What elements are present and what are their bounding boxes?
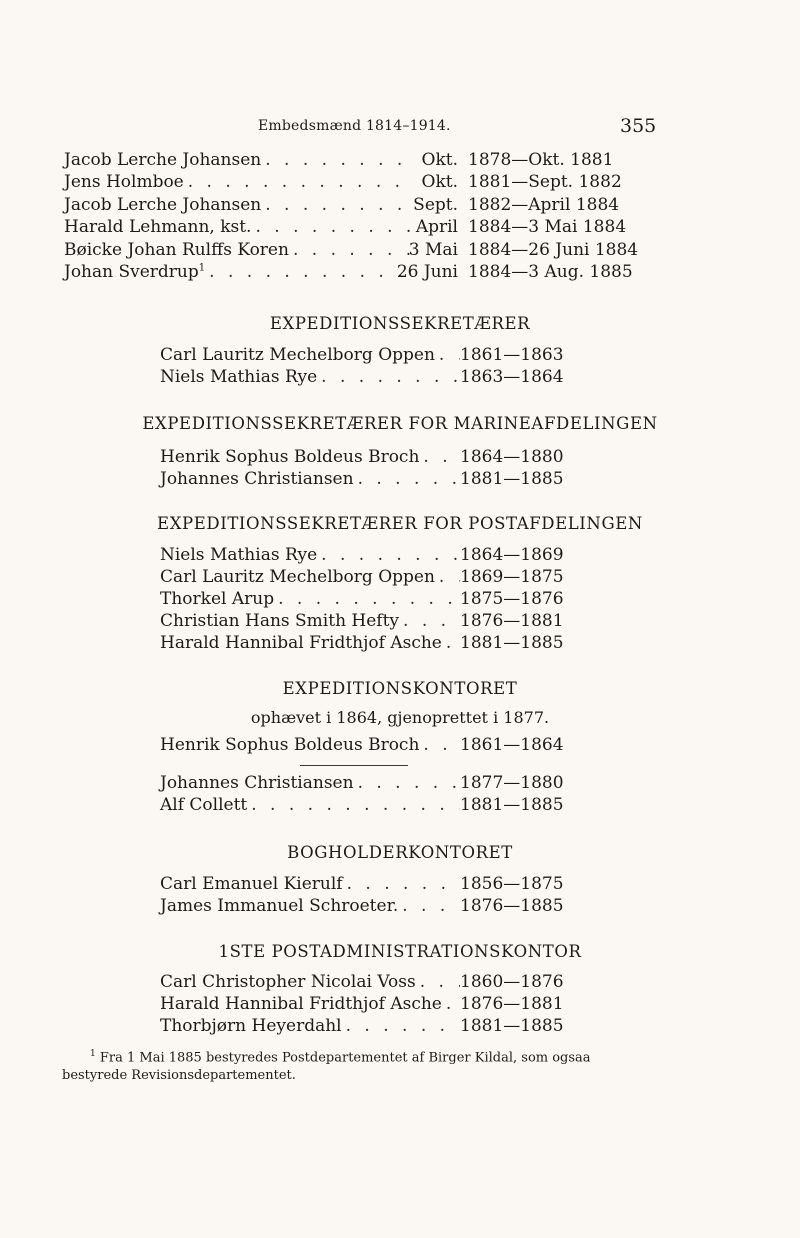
entry-start: April [415,217,458,237]
list-item [160,972,564,992]
entry-name: Christian Hans Smith Hefty [160,611,400,631]
list-item [64,172,410,192]
entry-name: Niels Mathias Rye [160,367,318,387]
entry-name: Bøicke Johan Rulffs Koren [64,240,289,260]
footnote-marker: 1 [198,262,206,274]
footnote-line-2: bestyrede Revisionsdepartementet. [62,1068,296,1084]
entry-name: Johannes Christiansen [160,469,354,489]
entry-name: Thorkel Arup [160,589,275,609]
entry-years: 1881—1885 [460,633,564,653]
entry-name: Harald Hannibal Fridthjof Asche [160,994,442,1014]
entry-dates [388,217,627,237]
entry-name: Niels Mathias Rye [160,545,318,565]
entry-range: 1884—3 Aug. 1885 [468,262,633,282]
entry-dates [388,240,639,260]
entry-dates [388,262,633,282]
entry-years: 1856—1875 [460,874,564,894]
list-item [160,447,564,467]
entry-range: 1881—Sept. 1882 [468,172,622,192]
footnote-line-1: $^1$ Fra 1 Mai 1885 bestyredes Postdepartementet af Birger Kildal, som ogsaa [90,1049,591,1066]
page-number: 355 [620,115,657,137]
entry-years: 1877—1880 [460,773,564,793]
list-item [64,150,410,170]
entry-years: 1861—1863 [460,345,564,365]
entry-name: James Immanuel Schroeter. [160,896,399,916]
entry-years: 1875—1876 [460,589,564,609]
entry-range: 1884—26 Juni 1884 [468,240,639,260]
entry-name: Jens Holmboe [64,172,184,192]
entry-name: Johan Sverdrup$^1$ [64,262,206,282]
entry-name: Alf Collett [160,795,248,815]
entry-start: 26 Juni [396,262,458,282]
entry-range: 1878—Okt. 1881 [468,150,614,170]
running-title: Embedsmænd 1814–1914. [258,118,451,134]
list-item [64,240,410,260]
section-heading: 1STE POSTADMINISTRATIONSKONTOR [218,942,582,961]
entry-name: Harald Hannibal Fridthjof Asche [160,633,442,653]
list-item [160,633,564,653]
entry-years: 1863—1864 [460,367,564,387]
entry-years: 1861—1864 [460,735,564,755]
list-item [160,994,564,1014]
section-heading: EXPEDITIONSSEKRETÆRER FOR MARINEAFDELINGEN [142,414,658,433]
entry-start: Okt. [421,172,458,192]
entry-years: 1881—1885 [460,1016,564,1036]
list-item [160,345,564,365]
entry-years: 1869—1875 [460,567,564,587]
list-item [160,735,564,755]
section-heading: EXPEDITIONSSEKRETÆRER [269,314,531,333]
entry-start: 3 Mai [408,240,458,260]
entry-dates [388,195,620,215]
list-item [160,1016,564,1036]
list-item [160,567,564,587]
entry-name: Carl Lauritz Mechelborg Oppen [160,345,435,365]
entry-years: 1864—1869 [460,545,564,565]
entry-years: 1860—1876 [460,972,564,992]
entry-name: Henrik Sophus Boldeus Broch [160,735,420,755]
entry-name: Harald Lehmann, kst. [64,217,252,237]
entry-years: 1876—1885 [460,896,564,916]
list-item [160,367,564,387]
entry-name: Thorbjørn Heyerdahl [160,1016,342,1036]
entry-name: Johannes Christiansen [160,773,354,793]
list-item [160,469,564,489]
entry-name: Carl Christopher Nicolai Voss [160,972,416,992]
list-item [160,773,564,793]
entry-years: 1864—1880 [460,447,564,467]
list-item [64,195,410,215]
entry-name: Carl Lauritz Mechelborg Oppen [160,567,435,587]
entry-name: Henrik Sophus Boldeus Broch [160,447,420,467]
list-item [64,262,410,282]
list-item [64,217,410,237]
list-item [160,589,564,609]
entry-dates [388,172,620,192]
entry-start: Sept. [413,195,458,215]
section-note: ophævet i 1864, gjenoprettet i 1877. [250,708,550,727]
footnote [62,1045,662,1085]
entry-years: 1881—1885 [460,469,564,489]
entry-range: 1882—April 1884 [468,195,620,215]
list-item [160,611,564,631]
entry-name: Carl Emanuel Kierulf [160,874,343,894]
list-item [160,795,564,815]
entry-dates [388,150,620,170]
section-heading: EXPEDITIONSKONTORET [282,679,518,698]
entry-years: 1876—1881 [460,994,564,1014]
list-item [160,874,564,894]
entry-range: 1884—3 Mai 1884 [468,217,627,237]
entry-years: 1876—1881 [460,611,564,631]
section-heading: BOGHOLDERKONTORET [287,843,513,862]
running-head [0,115,800,138]
entry-start: Okt. [421,150,458,170]
divider [300,765,408,766]
section-heading: EXPEDITIONSSEKRETÆRER FOR POSTAFDELINGEN [157,514,643,533]
entry-name: Jacob Lerche Johansen [64,195,262,215]
footnote-mark: 1 [90,1049,96,1059]
list-item [160,896,564,916]
entry-name: Jacob Lerche Johansen [64,150,262,170]
list-item [160,545,564,565]
entry-years: 1881—1885 [460,795,564,815]
